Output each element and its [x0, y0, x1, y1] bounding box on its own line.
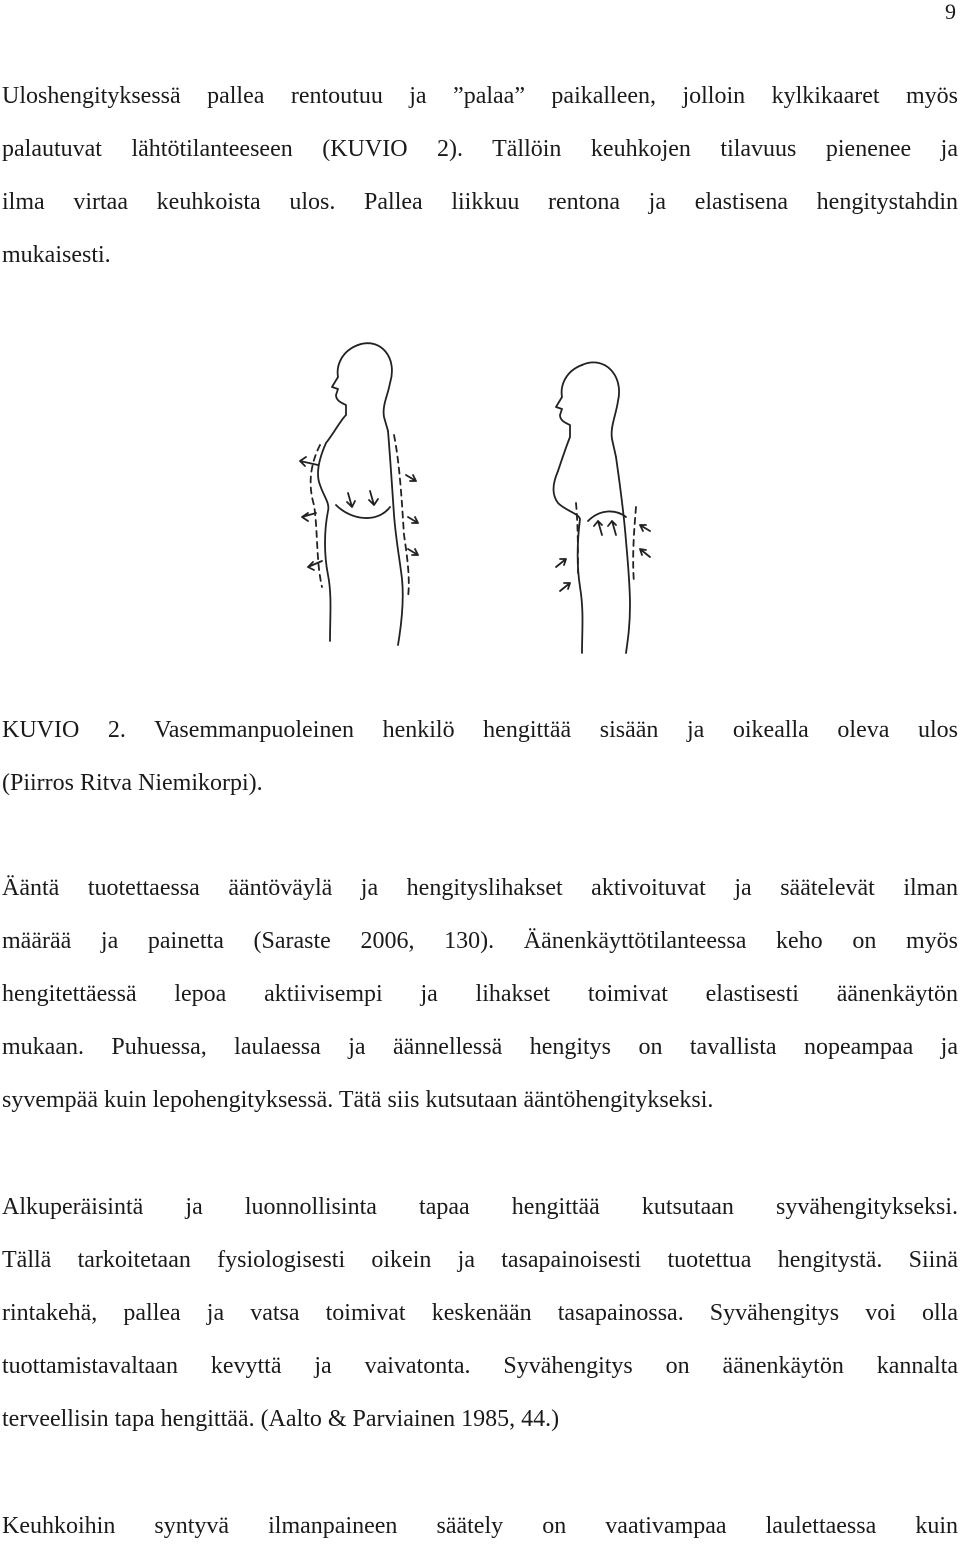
arrow-in	[560, 583, 570, 591]
arrow-out	[302, 513, 316, 521]
paragraph-exhalation	[2, 70, 958, 282]
figure-caption	[2, 704, 958, 810]
exhale-back-contracted	[633, 507, 636, 583]
arrow-up	[608, 521, 616, 535]
inhale-face	[326, 345, 358, 443]
exhale-face	[556, 365, 582, 471]
paragraph-deep-breathing	[2, 1181, 958, 1446]
inhale-front-torso	[318, 443, 331, 641]
exhale-diaphragm	[588, 511, 626, 521]
text-line: syvempää kuin lepohengityksessä. Tätä siis kutsutaan ääntöhengitykseksi.	[2, 1087, 714, 1113]
text-line: määrää ja painetta (Saraste 2006, 130). Äänenkäyttötilanteessa keho on myös	[2, 928, 958, 954]
text-line: hengitettäessä lepoa aktiivisempi ja lihakset toimivat elastisesti äänenkäytön	[2, 981, 958, 1007]
text-line: Tällä tarkoitetaan fysiologisesti oikein ja tasapainoisesti tuotettua hengitystä. Siinä	[2, 1247, 958, 1273]
arrow-down	[369, 491, 378, 505]
text-line: terveellisin tapa hengittää. (Aalto & Parviainen 1985, 44.)	[2, 1406, 560, 1432]
breathing-illustration	[290, 335, 670, 675]
caption-line: (Piirros Ritva Niemikorpi).	[2, 770, 263, 796]
arrow-out	[406, 475, 416, 481]
arrow-out	[408, 517, 418, 523]
inhale-head	[358, 343, 392, 431]
text-line: palautuvat lähtötilanteeseen (KUVIO 2). Tällöin keuhkojen tilavuus pienenee ja	[2, 136, 958, 162]
text-line: Alkuperäisintä ja luonnollisinta tapaa hengittää kutsutaan syvähengitykseksi.	[2, 1194, 958, 1220]
inhale-figure	[300, 343, 418, 645]
text-line: mukaisesti.	[2, 242, 111, 268]
page-number: 9	[945, 0, 956, 24]
arrow-in	[640, 525, 650, 531]
text-line: ilma virtaa keuhkoista ulos. Pallea liikkuu rentona ja elastisena hengitystahdin	[2, 189, 958, 215]
arrow-in	[556, 559, 566, 567]
arrow-out	[408, 549, 418, 555]
text-line: rintakehä, pallea ja vatsa toimivat keskenään tasapainossa. Syvähengitys voi olla	[2, 1300, 958, 1326]
exhale-figure	[554, 362, 651, 653]
inhale-diaphragm	[336, 505, 390, 518]
arrow-up	[594, 521, 602, 535]
caption-line: KUVIO 2. Vasemmanpuoleinen henkilö hengittää sisään ja oikealla oleva ulos	[2, 717, 958, 743]
arrow-out	[308, 561, 322, 570]
text-line: Ääntä tuotettaessa ääntöväylä ja hengityslihakset aktivoituvat ja säätelevät ilman	[2, 875, 958, 901]
arrow-in	[640, 549, 650, 557]
text-line: tuottamistavaltaan kevyttä ja vaivatonta. Syvähengitys on äänenkäytön kannalta	[2, 1353, 958, 1379]
inhale-back-torso	[388, 431, 403, 645]
arrow-down	[347, 493, 355, 507]
text-line: Uloshengityksessä pallea rentoutuu ja ”palaa” paikalleen, jolloin kylkikaaret myös	[2, 83, 958, 109]
paragraph-voice-production	[2, 862, 958, 1127]
text-line: Keuhkoihin syntyvä ilmanpaineen säätely on vaativampaa laulettaessa kuin	[2, 1513, 958, 1539]
exhale-back-torso	[616, 457, 630, 653]
text-line: mukaan. Puhuessa, laulaessa ja äännellessä hengitys on tavallista nopeampaa ja	[2, 1034, 958, 1060]
exhale-head	[582, 362, 619, 457]
paragraph-air-pressure	[2, 1500, 958, 1553]
